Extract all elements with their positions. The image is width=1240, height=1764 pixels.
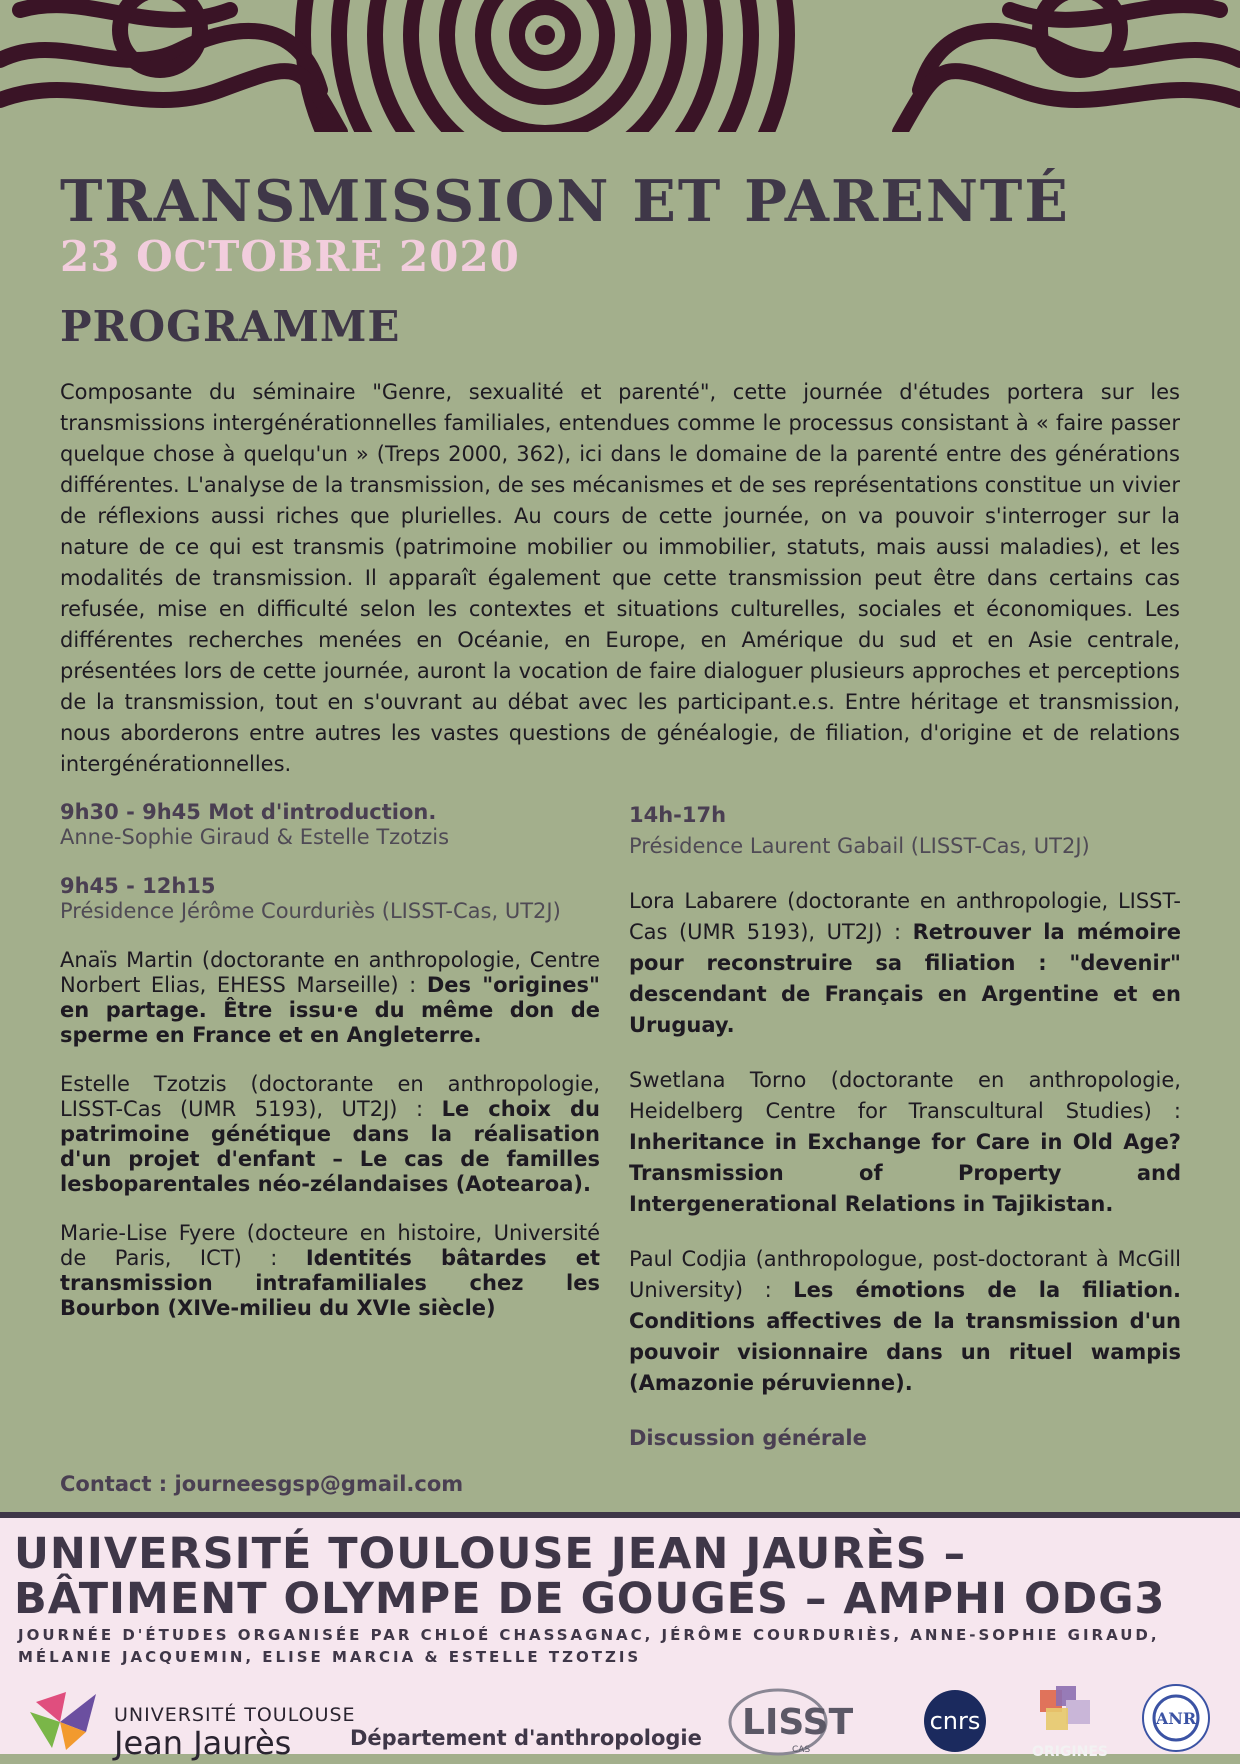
organizers: JOURNÉE D'ÉTUDES ORGANISÉE PAR CHLOÉ CHASSAGNAC, JÉRÔME COURDURIÈS, ANNE-SOPHIE GIRAUD, MÉLANIE JACQUEMIN, ELISE MARCIA & ESTELLE TZOTZIS	[18, 1626, 1160, 1666]
talk-item	[60, 1221, 600, 1321]
contact-email[interactable]: Contact : journeesgsp@gmail.com	[60, 1472, 464, 1496]
talk-title: Inheritance in Exchange for Care in Old Age? Transmission of Property and Intergenerational Relations in Tajikistan.	[629, 1130, 1181, 1216]
talk-speaker: Estelle Tzotzis (doctorante en anthropologie, LISST-Cas (UMR 5193), UT2J) :	[60, 1072, 600, 1121]
university-logo	[26, 1678, 356, 1762]
programme-heading: PROGRAMME	[60, 302, 401, 351]
talk-speaker: Paul Codjia (anthropologue, post-doctorant à McGill University) :	[629, 1247, 1181, 1302]
afternoon-time: 14h-17h	[629, 803, 727, 827]
department-name: Département d'anthropologie	[350, 1726, 702, 1750]
logo-bar	[0, 1668, 1240, 1760]
lisst-logo-text: LISST	[742, 1702, 854, 1743]
talk-item	[629, 886, 1181, 1041]
origines-logo-text: ORIGINES	[1032, 1744, 1108, 1760]
anr-logo-text: ANR	[1155, 1709, 1197, 1728]
general-discussion: Discussion générale	[629, 1426, 867, 1450]
university-name-line2: Jean Jaurès	[114, 1724, 292, 1762]
talk-title: Retrouver la mémoire pour reconstruire sa filiation : "devenir" descendant de Français en Argentine et en Uruguay.	[629, 920, 1181, 1037]
afternoon-session-header	[629, 800, 1181, 862]
intro-paragraph: Composante du séminaire "Genre, sexualité et parenté", cette journée d'études portera sur les transmissions intergénérationnelles familiales, entendues comme le processus consistant à « faire passer quelque chose à quelqu'un » (Treps 2000, 362), ici dans le domaine de la parenté entre des générations différentes. L'analyse de la transmission, de ses mécanismes et de ses représentations constitue un vivier de réflexions aussi riches que plurielles. Au cours de cette journée, on va pouvoir s'interroger sur la nature de ce qui est transmis (patrimoine mobilier ou immobilier, statuts, mais aussi maladies), et les modalités de transmission. Il apparaît également que cette transmission peut être dans certains cas refusée, mise en difficulté selon les contextes et situations culturelles, sociales et économiques. Les différentes recherches menées en Océanie, en Europe, en Amérique du sud et en Asie centrale, présentées lors de cette journée, auront la vocation de faire dialoguer plusieurs approches et perceptions de la transmission, tout en s'ouvrant au débat avec les participant.e.s. Entre héritage et transmission, nous aborderons entre autres les vastes questions de généalogie, de filiation, d'origine et de relations intergénérationnelles.	[60, 380, 1180, 776]
lisst-logo-sub: CAS	[792, 1745, 811, 1755]
morning-session-header	[60, 874, 600, 924]
footer	[0, 1512, 1240, 1762]
anr-logo	[1140, 1682, 1212, 1754]
morning-time: 9h45 - 12h15	[60, 874, 216, 898]
talk-title: Les émotions de la filiation. Conditions affectives de la transmission d'un pouvoir visionnaire dans un rituel wampis (Amazonie péruvienne).	[629, 1278, 1181, 1395]
talk-title: Le choix du patrimoine génétique dans la réalisation d'un projet d'enfant – Le cas de familles lesboparentales néo-zélandaises (Aotearoa).	[60, 1097, 600, 1196]
talk-speaker: Swetlana Torno (doctorante en anthropologie, Heidelberg Centre for Transcultural Studies) :	[629, 1068, 1181, 1123]
intro-time: 9h30 - 9h45 Mot d'introduction.	[60, 800, 437, 824]
event-title: TRANSMISSION ET PARENTÉ	[60, 168, 1070, 235]
talk-speaker: Anaïs Martin (doctorante en anthropologie, Centre Norbert Elias, EHESS Marseille) :	[60, 948, 600, 997]
cnrs-logo	[922, 1688, 988, 1754]
afternoon-chair: Présidence Laurent Gabail (LISST-Cas, UT2J)	[629, 834, 1090, 858]
talk-item	[629, 1244, 1181, 1399]
intro-slot	[60, 800, 600, 850]
university-logo-icon	[26, 1682, 106, 1752]
afternoon-column	[629, 800, 1181, 1454]
origines-logo	[1030, 1682, 1110, 1760]
talk-title: Des "origines" en partage. Être issu·e du même don de sperme en France et en Angleterre.	[60, 973, 600, 1047]
talk-speaker: Marie-Lise Fyere (docteure en histoire, Université de Paris, ICT) :	[60, 1221, 600, 1270]
talk-item	[60, 1072, 600, 1197]
cnrs-logo-text: cnrs	[929, 1707, 981, 1735]
event-date: 23 OCTOBRE 2020	[60, 232, 520, 281]
talk-speaker: Lora Labarere (doctorante en anthropologie, LISST-Cas (UMR 5193), UT2J) :	[629, 889, 1181, 944]
talk-title: Identités bâtardes et transmission intrafamiliales chez les Bourbon (XIVe-milieu du XVIe siècle)	[60, 1246, 600, 1320]
talk-item	[60, 948, 600, 1048]
intro-speakers: Anne-Sophie Giraud & Estelle Tzotzis	[60, 825, 450, 849]
morning-chair: Présidence Jérôme Courduriès (LISST-Cas, UT2J)	[60, 899, 561, 923]
talk-item	[629, 1065, 1181, 1220]
venue: UNIVERSITÉ TOULOUSE JEAN JAURÈS – BÂTIMENT OLYMPE DE GOUGES – AMPHI ODG3	[14, 1529, 1166, 1624]
morning-column	[60, 800, 600, 1345]
lisst-logo	[728, 1686, 888, 1758]
university-name-line1: UNIVERSITÉ TOULOUSE	[114, 1704, 356, 1726]
decorative-banner	[0, 0, 1240, 132]
